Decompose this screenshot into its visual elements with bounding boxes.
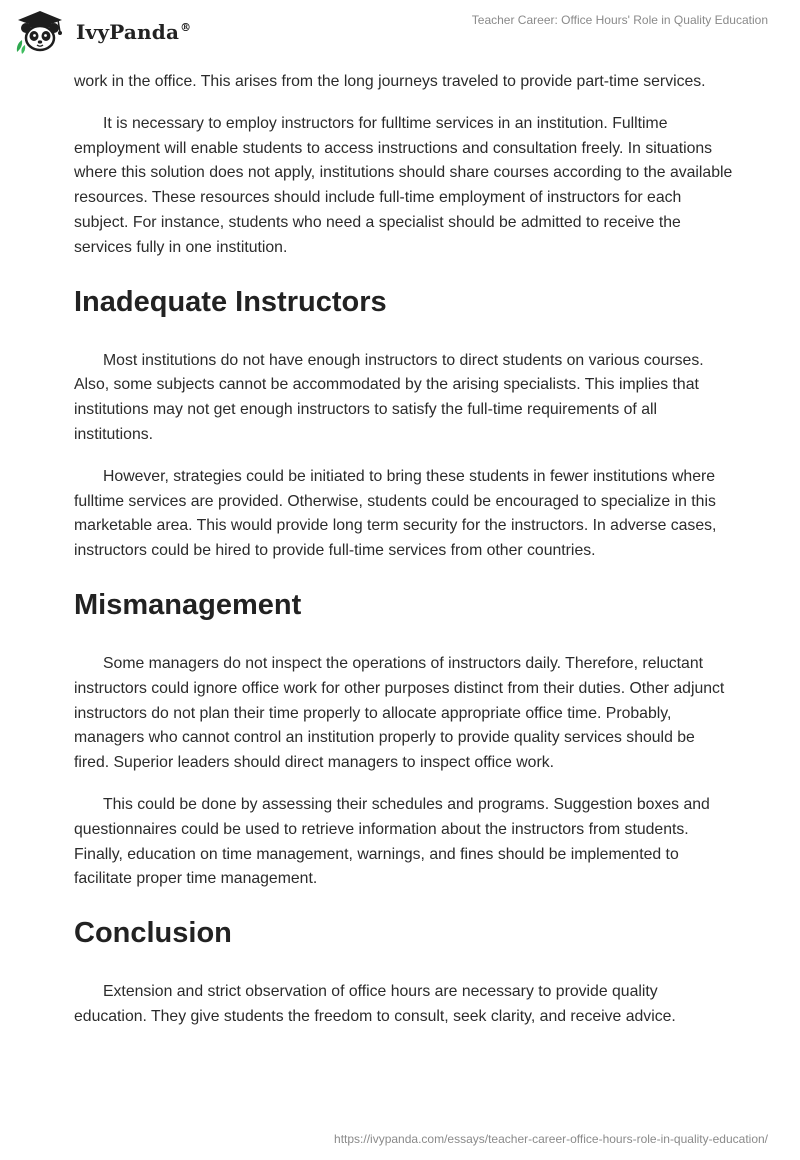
section-heading-mismanagement: Mismanagement — [74, 588, 302, 621]
paragraph: Some managers do not inspect the operations of instructors daily. Therefore, reluctant instructors could ignore office work for other purposes distinct from their duties. Other adjunct instructors do not plan their time properly to allocate appropriate office time. Probably, managers who cannot control an institution properly to provide quality services should be fired. Superior leaders should direct managers to inspect office work. — [74, 654, 725, 772]
document-title: Teacher Career: Office Hours' Role in Quality Education — [471, 13, 768, 27]
paragraph: work in the office. This arises from the long journeys traveled to provide part-time services. — [74, 73, 706, 90]
brand-name: IvyPanda® — [76, 20, 192, 44]
source-url-link[interactable]: https://ivypanda.com/essays/teacher-career-office-hours-role-in-quality-education/ — [334, 1132, 768, 1146]
section-heading-inadequate-instructors: Inadequate Instructors — [74, 285, 387, 318]
paragraph: This could be done by assessing their schedules and programs. Suggestion boxes and questionnaires could be used to retrieve information about the instructors from students. Finally, education on time management, warnings, and fines should be implemented to facilitate proper time management. — [74, 795, 710, 888]
ivypanda-logo[interactable] — [14, 8, 191, 56]
page-header — [0, 0, 800, 64]
section-heading-conclusion: Conclusion — [74, 917, 232, 950]
paragraph: Most institutions do not have enough instructors to direct students on various courses. Also, some subjects cannot be accommodated by the arising specialists. This implies that institutions may not get enough instructors to satisfy the full-time requirements of all institutions. — [74, 351, 704, 443]
essay-body — [74, 70, 734, 1047]
paragraph: However, strategies could be initiated to bring these students in fewer institutions where fulltime services are provided. Otherwise, students could be encouraged to specialize in this marketable area. This would provide long term security for the instructors. In adverse cases, instructors could be hired to provide full-time services from other countries. — [74, 467, 717, 560]
panda-graduate-icon — [14, 8, 66, 56]
paragraph: Extension and strict observation of office hours are necessary to provide quality education. They give students the freedom to consult, seek clarity, and receive advice. — [74, 983, 676, 1025]
paragraph: It is necessary to employ instructors for fulltime services in an institution. Fulltime employment will enable students to access instructions and consultation freely. In situations where this solution does not apply, institutions should share courses according to the available resources. These resources should include full-time employment of instructors for each subject. For instance, students who need a specialist should be admitted to receive the services fully in one institution. — [74, 114, 733, 256]
